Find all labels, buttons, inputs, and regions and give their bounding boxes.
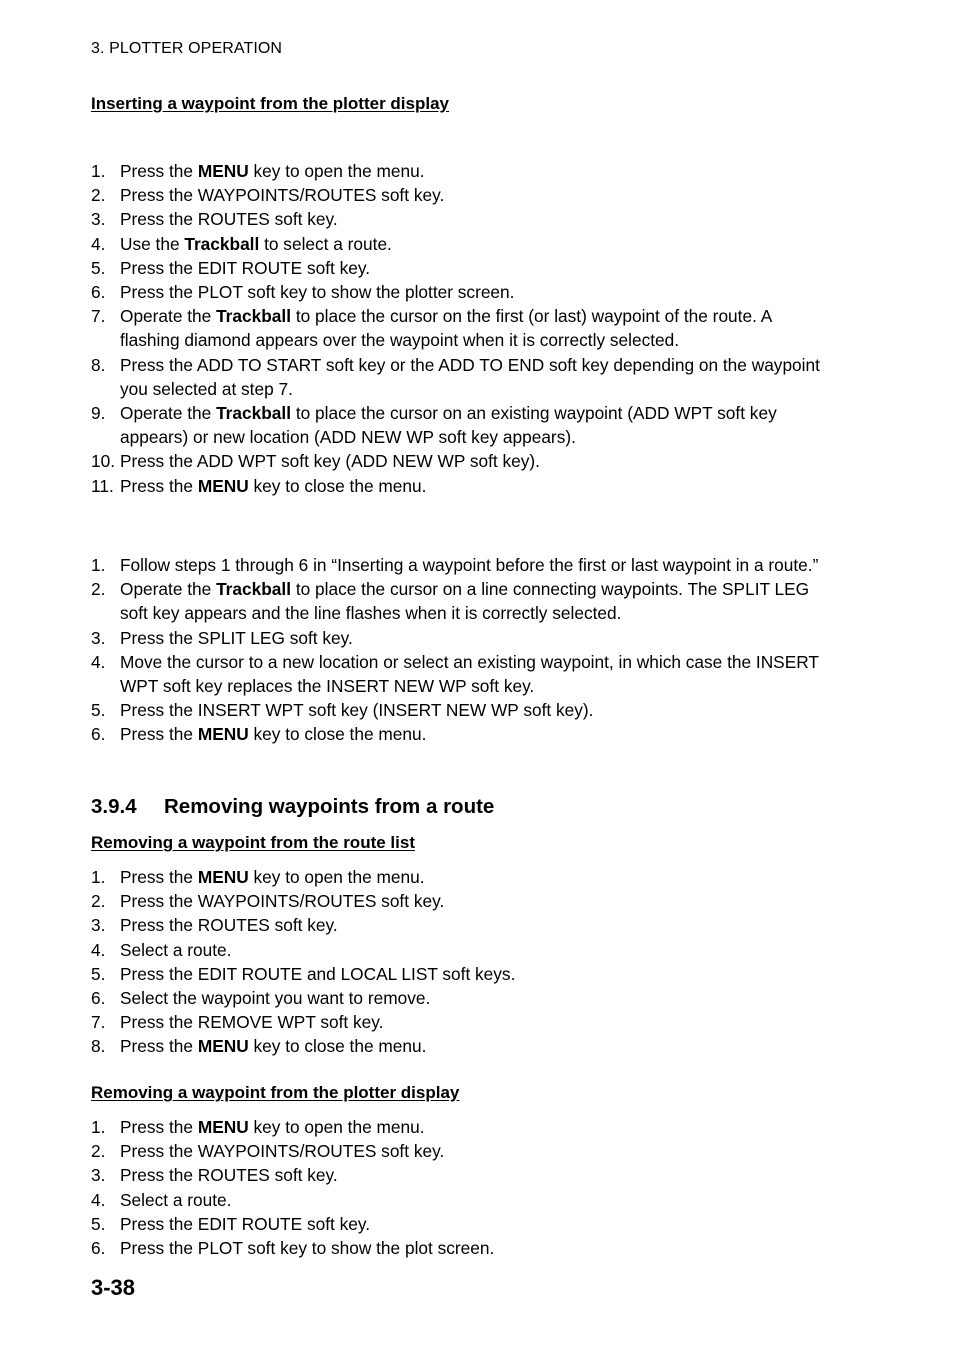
section-title-text: Removing waypoints from a route <box>164 795 495 818</box>
subheading-remove-from-plotter: Removing a waypoint from the plotter display <box>91 1083 460 1102</box>
step-text: Press the PLOT soft key to show the plotter screen. <box>120 282 515 303</box>
step-text: Press the PLOT soft key to show the plot screen. <box>120 1238 495 1259</box>
step-number: 1. <box>91 555 106 575</box>
list-item <box>91 1236 831 1260</box>
key-name: MENU <box>197 161 249 181</box>
step-text: Press the SPLIT LEG soft key. <box>120 627 353 648</box>
step-number: 2. <box>91 579 106 600</box>
step-number: 5. <box>91 700 106 721</box>
step-number: 2. <box>91 891 106 912</box>
list-item <box>91 1010 831 1034</box>
list-item <box>91 889 831 913</box>
step-number: 3. <box>91 1165 106 1186</box>
list-item <box>91 722 831 746</box>
list-item <box>91 650 831 698</box>
list-item <box>91 626 831 650</box>
key-name: MENU <box>197 475 249 496</box>
step-number: 3. <box>91 209 106 230</box>
step-text: Operate the <box>120 306 217 327</box>
list-item <box>91 553 831 577</box>
step-text: to place the cursor on a line connecting waypoints. The SPLIT LEG soft key appears and the line flashes when it is correctly selected. <box>120 579 810 624</box>
step-text: Press the <box>120 724 198 745</box>
key-name: Trackball <box>184 233 260 254</box>
step-number: 4. <box>91 233 106 254</box>
step-text: Use the <box>120 233 185 254</box>
step-number: 2. <box>91 185 106 206</box>
step-number: 4. <box>91 1189 106 1210</box>
list-item <box>91 913 831 937</box>
steps-insert-from-plotter <box>91 159 831 498</box>
list-item <box>91 280 831 304</box>
section-number: 3.9.4 <box>91 795 137 818</box>
key-name: Trackball <box>216 306 292 327</box>
step-text: Press the INSERT WPT soft key (INSERT NEW WP soft key). <box>120 700 594 721</box>
list-item <box>91 1139 831 1163</box>
step-text: Operate the <box>120 579 217 600</box>
step-text: key to open the menu. <box>248 1117 425 1137</box>
list-item <box>91 1188 831 1212</box>
list-item <box>91 304 831 352</box>
step-number: 8. <box>91 354 106 375</box>
step-text: Press the <box>120 1117 198 1137</box>
section-title <box>91 795 494 819</box>
step-text: Move the cursor to a new location or select an existing waypoint, in which case the INSERT WPT soft key replaces the INSERT NEW WP soft key. <box>120 651 819 697</box>
step-text: Press the WAYPOINTS/ROUTES soft key. <box>120 185 445 206</box>
step-number: 5. <box>91 1213 106 1234</box>
step-number: 6. <box>91 282 106 303</box>
step-text: Press the ROUTES soft key. <box>120 1165 338 1186</box>
step-text: Press the EDIT ROUTE soft key. <box>120 1213 371 1234</box>
step-number: 6. <box>91 724 106 745</box>
step-number: 9. <box>91 403 106 424</box>
step-text: Press the REMOVE WPT soft key. <box>120 1012 384 1033</box>
list-item <box>91 159 831 183</box>
list-item <box>91 449 831 473</box>
key-name: MENU <box>197 724 249 745</box>
step-number: 1. <box>91 161 106 181</box>
step-text: Press the <box>120 867 198 887</box>
step-text: Press the ROUTES soft key. <box>120 915 338 936</box>
step-number: 11. <box>91 475 114 496</box>
step-number: 4. <box>91 939 106 960</box>
step-text: Follow steps 1 through 6 in “Inserting a waypoint before the first or last waypoint in a route.” <box>120 555 819 575</box>
step-number: 1. <box>91 867 106 887</box>
list-item <box>91 1163 831 1187</box>
list-item <box>91 232 831 256</box>
step-number: 3. <box>91 915 106 936</box>
list-item <box>91 353 831 401</box>
list-item <box>91 183 831 207</box>
step-text: Press the <box>120 161 198 181</box>
step-text: to place the cursor on the first (or last) waypoint of the route. A flashing diamond appears over the waypoint when it is correctly selected. <box>120 306 772 351</box>
step-number: 7. <box>91 306 106 327</box>
step-text: to place the cursor on an existing waypoint (ADD WPT soft key appears) or new location (ADD NEW WP soft key appears). <box>120 403 777 448</box>
step-text: key to close the menu. <box>248 724 427 745</box>
key-name: Trackball <box>216 403 292 424</box>
step-text: Select a route. <box>120 939 232 960</box>
step-text: Press the <box>120 1036 198 1057</box>
step-number: 1. <box>91 1117 106 1137</box>
list-item <box>91 1034 831 1058</box>
key-name: MENU <box>197 1117 249 1137</box>
step-text: to select a route. <box>259 233 392 254</box>
step-text: Press the ADD WPT soft key (ADD NEW WP soft key). <box>120 451 540 472</box>
step-text: Select the waypoint you want to remove. <box>120 988 431 1009</box>
list-item <box>91 698 831 722</box>
list-item <box>91 1115 831 1139</box>
list-item <box>91 865 831 889</box>
step-number: 2. <box>91 1141 106 1162</box>
step-number: 10. <box>91 451 116 472</box>
steps-remove-from-plotter <box>91 1115 831 1260</box>
step-text: Press the EDIT ROUTE and LOCAL LIST soft keys. <box>120 963 516 984</box>
step-number: 4. <box>91 651 106 672</box>
step-text: Press the WAYPOINTS/ROUTES soft key. <box>120 891 445 912</box>
step-text: Press the <box>120 475 198 496</box>
step-text: Press the ADD TO START soft key or the ADD TO END soft key depending on the waypoint you selected at step 7. <box>120 354 820 399</box>
list-item <box>91 474 831 498</box>
step-text: Press the ROUTES soft key. <box>120 209 338 230</box>
steps-insert-between-waypoints <box>91 553 831 747</box>
list-item <box>91 256 831 280</box>
step-text: Select a route. <box>120 1189 232 1210</box>
list-item <box>91 1212 831 1236</box>
list-item <box>91 938 831 962</box>
step-number: 8. <box>91 1036 106 1057</box>
steps-remove-from-list <box>91 865 831 1059</box>
list-item <box>91 401 831 449</box>
step-number: 6. <box>91 1238 106 1259</box>
step-text: Operate the <box>120 403 217 424</box>
step-text: key to close the menu. <box>248 475 427 496</box>
step-text: key to open the menu. <box>248 161 425 181</box>
subheading-insert-from-plotter: Inserting a waypoint from the plotter display <box>91 94 449 113</box>
list-item <box>91 962 831 986</box>
step-text: Press the EDIT ROUTE soft key. <box>120 257 371 278</box>
step-text: key to close the menu. <box>248 1036 427 1057</box>
running-head: 3. PLOTTER OPERATION <box>91 40 283 57</box>
subheading-remove-from-list: Removing a waypoint from the route list <box>91 833 415 852</box>
step-number: 7. <box>91 1012 106 1033</box>
list-item <box>91 577 831 625</box>
list-item <box>91 207 831 231</box>
step-text: key to open the menu. <box>248 867 425 887</box>
key-name: MENU <box>197 867 249 887</box>
key-name: MENU <box>197 1036 249 1057</box>
step-text: Press the WAYPOINTS/ROUTES soft key. <box>120 1141 445 1162</box>
step-number: 3. <box>91 627 106 648</box>
step-number: 5. <box>91 963 106 984</box>
key-name: Trackball <box>216 579 292 600</box>
page-number: 3-38 <box>91 1275 136 1300</box>
step-number: 5. <box>91 257 106 278</box>
step-number: 6. <box>91 988 106 1009</box>
list-item <box>91 986 831 1010</box>
